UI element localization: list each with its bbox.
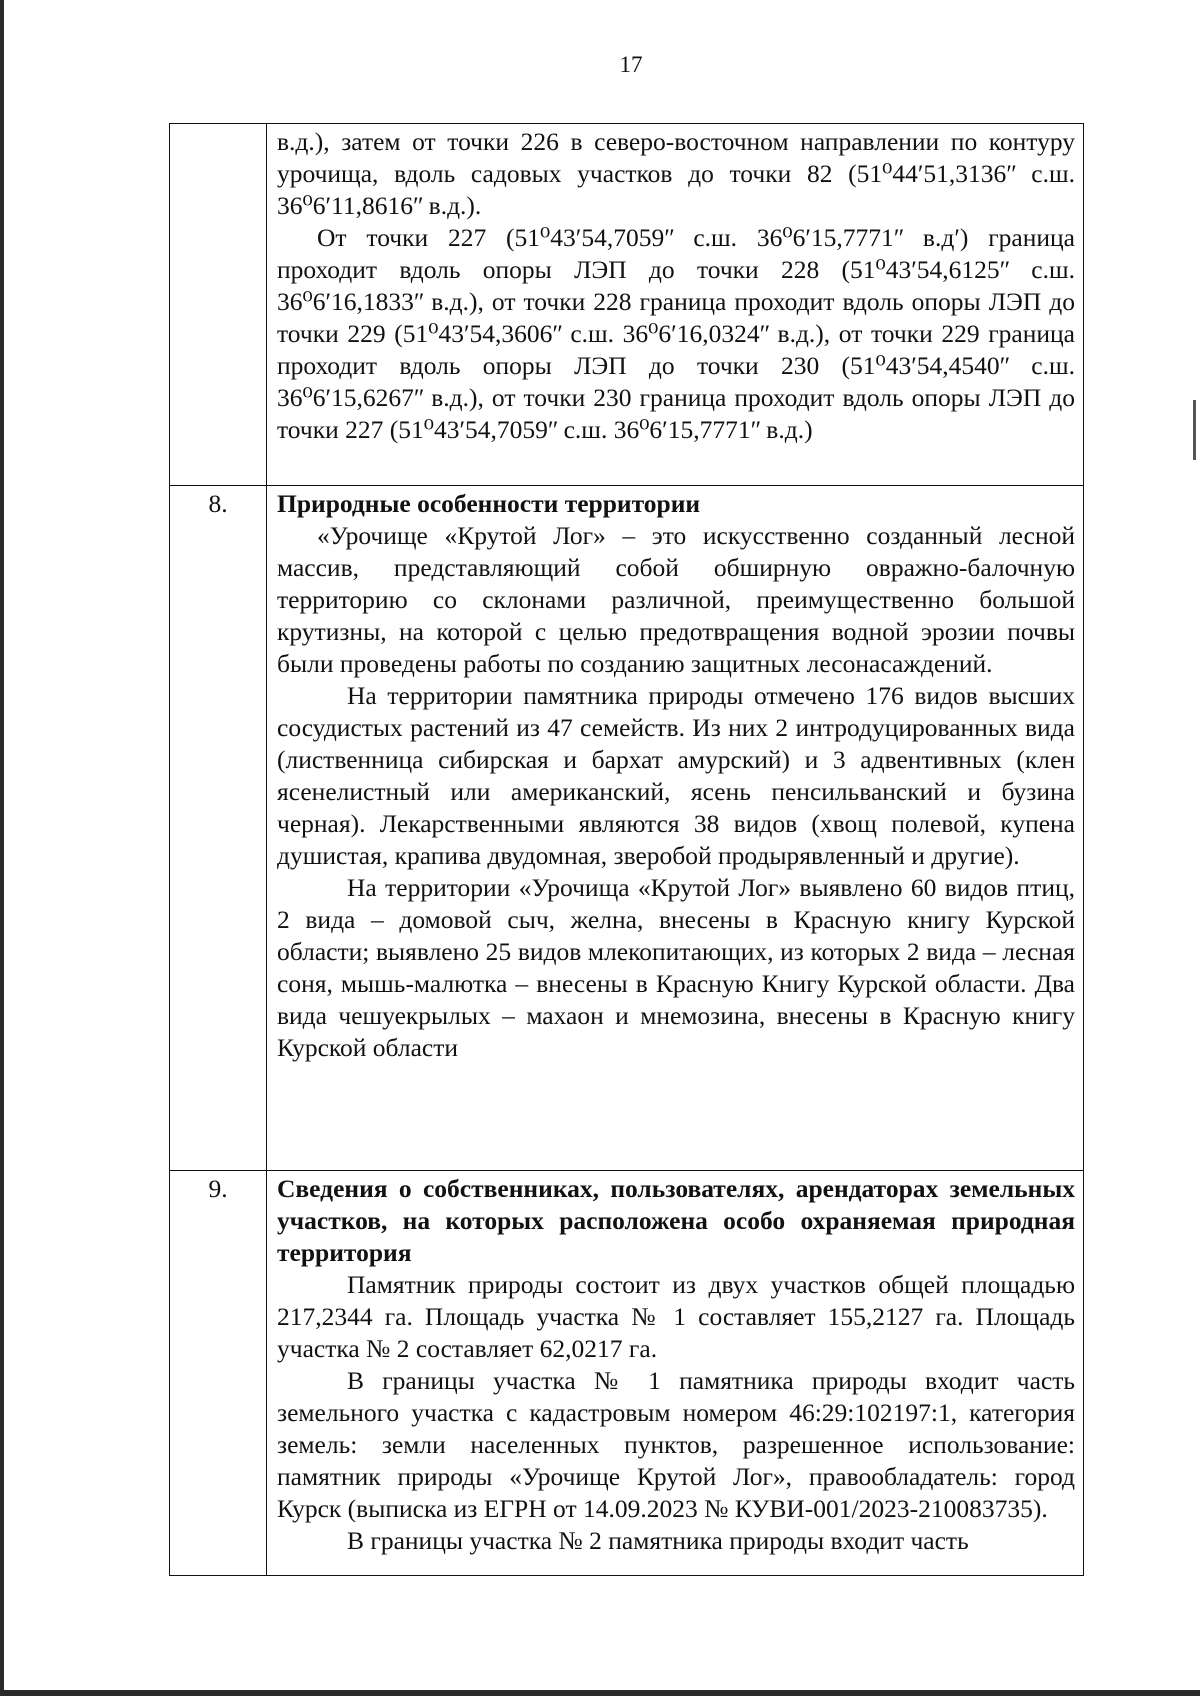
row-number-cell: 8. [170,486,267,1171]
table-row-continuation [170,124,1084,486]
row-text-cell [267,1171,1084,1576]
scan-bottom-edge [0,1690,1200,1696]
paragraph-flora: На территории памятника природы отмечено 176 видов высших сосудистых растений из 47 семейств. Из них 2 интродуцированных вида (лиственница сибирская и бархат амурский) и 3 адвентивных (клен ясенелистный или американский, ясень пенсильванский и бузина черная). Лекарственными являются 38 видов (хвощ полевой, купена душистая, крапива двудомная, зверобой продырявленный и другие). [277,681,1075,870]
row-number-cell [170,124,267,486]
paragraph-plot-2: В границы участка № 2 памятника природы входит часть [347,1526,969,1555]
row-text-cell [267,486,1084,1171]
section-heading-owners: Сведения о собственниках, пользователях, арендаторах земельных участков, на которых расположена особо охраняемая природная территория [277,1174,1075,1267]
scan-right-mark [1193,400,1196,460]
row-text-cell [267,124,1084,486]
table-row-8 [170,486,1084,1171]
paragraph-area: Памятник природы состоит из двух участков общей площадью 217,2344 га. Площадь участка № 1 составляет 155,2127 га. Площадь участка № 2 составляет 62,0217 га. [277,1270,1075,1363]
paragraph-fauna: На территории «Урочища «Крутой Лог» выявлено 60 видов птиц, 2 вида – домовой сыч, желна, внесены в Красную книгу Курской области; выявлено 25 видов млекопитающих, из которых 2 вида – лесная соня, мышь-малютка – внесены в Красную Книгу Курской области. Два вида чешуекрылых – махаон и мнемозина, внесены в Красную книгу Курской области [277,873,1075,1062]
paragraph-forest-description: «Урочище «Крутой Лог» – это искусственно созданный лесной массив, представляющий собой обширную овражно-балочную территорию со склонами различной, преимущественно большой крутизны, на которой с целью предотвращения водной эрозии почвы были проведены работы по созданию защитных лесонасаждений. [277,521,1075,678]
table-row-9 [170,1171,1084,1576]
document-table [169,123,1084,1576]
paragraph-boundary-continuation: в.д.), затем от точки 226 в северо-восточном направлении по контуру урочища, вдоль садовых участков до точки 82 (51⁰44ʹ51,3136ʺ с.ш. 36⁰6ʹ11,8616ʺ в.д.). [277,127,1075,220]
paragraph-boundary-points: От точки 227 (51⁰43ʹ54,7059ʺ с.ш. 36⁰6ʹ15,7771ʺ в.дʹ) граница проходит вдоль опоры ЛЭП до точки 228 (51⁰43ʹ54,6125ʺ с.ш. 36⁰6ʹ16,1833ʺ в.д.), от точки 228 граница проходит вдоль опоры ЛЭП до точки 229 (51⁰43ʹ54,3606ʺ с.ш. 36⁰6ʹ16,0324ʺ в.д.), от точки 229 граница проходит вдоль опоры ЛЭП до точки 230 (51⁰43ʹ54,4540ʺ с.ш. 36⁰6ʹ15,6267ʺ в.д.), от точки 230 граница проходит вдоль опоры ЛЭП до точки 227 (51⁰43ʹ54,7059ʺ с.ш. 36⁰6ʹ15,7771ʺ в.д.) [277,223,1075,444]
section-heading-nature: Природные особенности территории [277,489,701,518]
scan-left-edge [0,0,4,1696]
row-number-cell: 9. [170,1171,267,1576]
paragraph-plot-1: В границы участка № 1 памятника природы входит часть земельного участка с кадастровым номером 46:29:102197:1, категория земель: земли населенных пунктов, разрешенное использование: памятник природы «Урочище Крутой Лог», правообладатель: город Курск (выписка из ЕГРН от 14.09.2023 № КУВИ-001/2023-210083735). [277,1366,1075,1523]
page-number: 17 [619,52,643,77]
